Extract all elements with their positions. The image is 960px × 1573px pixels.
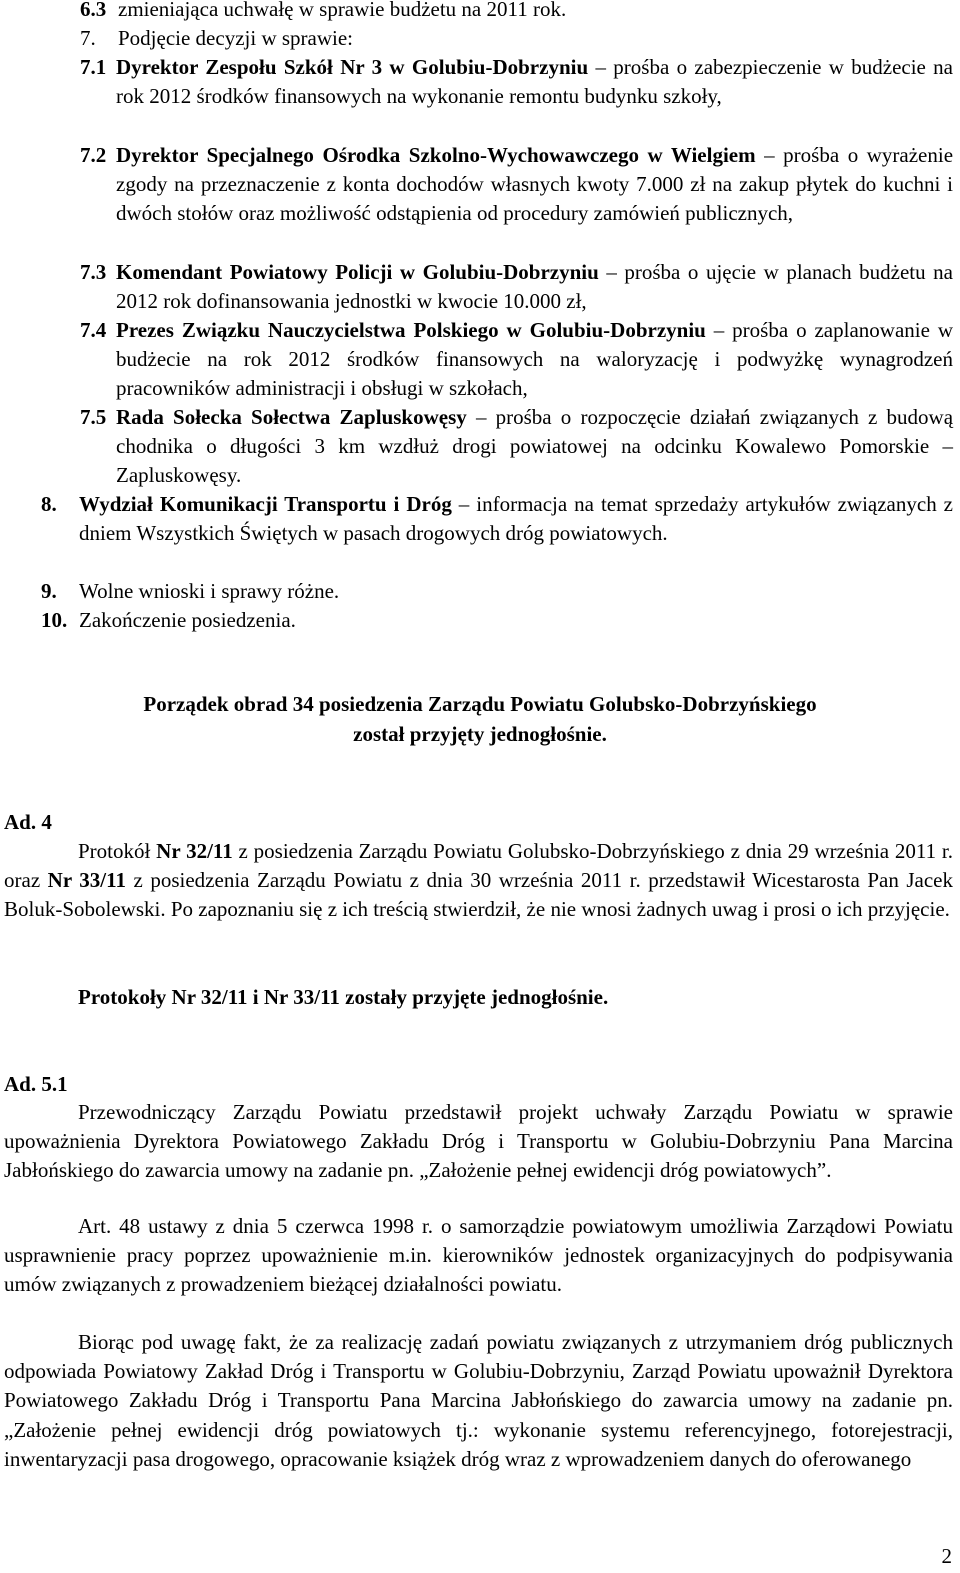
agenda-item-9 bbox=[41, 577, 953, 606]
agenda-item-7-1 bbox=[80, 53, 953, 111]
ad-4-result: Protokoły Nr 32/11 i Nr 33/11 zostały przyjęte jednogłośnie. bbox=[78, 985, 609, 1009]
agenda-item-7-3 bbox=[80, 258, 953, 316]
protocol-number: Nr 33/11 bbox=[47, 868, 126, 893]
item-number: 7. bbox=[80, 26, 96, 50]
agenda-accepted-line-1: Porządek obrad 34 posiedzenia Zarządu Powiatu Golubsko-Dobrzyńskiego bbox=[143, 692, 817, 716]
item-text: zmieniająca uchwałę w sprawie budżetu na 2011 rok. bbox=[118, 0, 567, 21]
protocol-number: Nr 32/11 bbox=[156, 839, 233, 863]
item-subject: Komendant Powiatowy Policji w Golubiu-Dobrzyniu bbox=[116, 260, 599, 284]
section-heading-ad-5-1: Ad. 5.1 bbox=[4, 1072, 68, 1096]
agenda-accepted-line-2: został przyjęty jednogłośnie. bbox=[353, 722, 607, 746]
item-number: 7.5 bbox=[80, 405, 107, 429]
item-number: 7.1 bbox=[80, 55, 107, 79]
item-text: Podjęcie decyzji w sprawie: bbox=[118, 26, 353, 50]
item-number: 10. bbox=[41, 608, 68, 632]
agenda-item-6-3 bbox=[80, 0, 952, 24]
text-run: z posiedzenia Zarządu Powiatu Golubsko-Dobrzyńskiego z dnia 29 września 2011 r. oraz bbox=[4, 839, 954, 893]
agenda-item-8 bbox=[41, 490, 953, 548]
agenda-item-7-4 bbox=[80, 316, 953, 404]
item-subject: Wydział Komunikacji Transportu i Dróg bbox=[79, 492, 452, 516]
page-number: 2 bbox=[941, 1544, 952, 1568]
item-text: – informacja na temat sprzedaży artykułów związanych z dniem Wszystkich Świętych w pasach drogowych dróg powiatowych. bbox=[79, 492, 953, 546]
item-number: 6.3 bbox=[80, 0, 107, 21]
item-number: 7.2 bbox=[80, 143, 107, 167]
agenda-item-7 bbox=[80, 24, 952, 53]
item-text: – prośba o rozpoczęcie działań związanych z budową chodnika o długości 3 km wzdłuż drogi powiatowej na odcinku Kowalewo Pomorskie – Zapluskowęsy. bbox=[116, 405, 954, 488]
agenda-item-10 bbox=[41, 606, 953, 635]
item-number: 9. bbox=[41, 579, 57, 603]
item-text: – prośba o wyrażenie zgody na przeznaczenie z konta dochodów własnych kwoty 7.000 zł na zakup płytek do kuchni i dwóch stołów oraz możliwość odstąpienia od procedury zamówień publicznych, bbox=[116, 143, 954, 226]
item-subject: Dyrektor Zespołu Szkół Nr 3 w Golubiu-Dobrzyniu bbox=[116, 55, 589, 79]
section-heading-ad-4: Ad. 4 bbox=[4, 810, 52, 834]
ad-5-1-paragraph-2: Art. 48 ustawy z dnia 5 czerwca 1998 r. o samorządzie powiatowym umożliwia Zarządowi Powiatu usprawnienie pracy poprzez upoważnienie m.in. kierowników jednostek organizacyjnych do podpisywania umów związanych z prowadzeniem bieżącej działalności powiatu. bbox=[4, 1214, 953, 1297]
ad-4-paragraph bbox=[4, 837, 953, 925]
ad-5-1-paragraph-3: Biorąc pod uwagę fakt, że za realizację zadań powiatu związanych z utrzymaniem dróg publicznych odpowiada Powiatowy Zakład Dróg i Transportu w Golubiu-Dobrzyniu, Zarząd Powiatu upoważnił Dyrektora Powiatowego Zakładu Dróg i Transportu Pana Marcina Jabłońskiego do zawarcia umowy na zadanie pn. „Założenie pełnej ewidencji dróg powiatowych tj.: wykonanie systemu referencyjnego, fotorejestracji, inwentaryzacji pasa drogowego, opracowanie książek dróg wraz z wprowadzeniem danych do oferowanego bbox=[4, 1330, 953, 1471]
item-subject: Dyrektor Specjalnego Ośrodka Szkolno-Wychowawczego w Wielgiem bbox=[116, 143, 756, 167]
text-run: z posiedzenia Zarządu Powiatu z dnia 30 września 2011 r. przedstawił Wicestarosta Pan Jacek Boluk-Sobolewski. Po zapoznaniu się z ich treścią stwierdził, że nie wnosi żadnych uwag i prosi o ich przyjęcie. bbox=[4, 868, 953, 922]
agenda-item-7-2 bbox=[80, 141, 953, 229]
item-text: Zakończenie posiedzenia. bbox=[79, 608, 296, 632]
item-subject: Prezes Związku Nauczycielstwa Polskiego w Golubiu-Dobrzyniu bbox=[116, 318, 706, 342]
item-text: Wolne wnioski i sprawy różne. bbox=[79, 579, 340, 603]
item-text: – prośba o ujęcie w planach budżetu na 2012 rok dofinansowania jednostki w kwocie 10.000 zł, bbox=[116, 260, 953, 314]
ad-5-1-paragraph-1: Przewodniczący Zarządu Powiatu przedstawił projekt uchwały Zarządu Powiatu w sprawie upoważnienia Dyrektora Powiatowego Zakładu Dróg i Transportu w Golubiu-Dobrzyniu Pana Marcina Jabłońskiego do zawarcia umowy na zadanie pn. „Założenie pełnej ewidencji dróg powiatowych”. bbox=[4, 1100, 953, 1183]
agenda-item-7-5 bbox=[80, 403, 953, 491]
item-number: 7.4 bbox=[80, 318, 107, 342]
item-text: – prośba o zaplanowanie w budżecie na rok 2012 środków finansowych na waloryzację i podwyżkę wynagrodzeń pracowników administracji i obsługi w szkołach, bbox=[116, 318, 954, 401]
item-number: 7.3 bbox=[80, 260, 107, 284]
item-subject: Rada Sołecka Sołectwa Zapluskowęsy bbox=[116, 405, 467, 429]
text-run: Protokół bbox=[78, 839, 157, 863]
item-text: – prośba o zabezpieczenie w budżecie na rok 2012 środków finansowych na wykonanie remontu budynku szkoły, bbox=[116, 55, 953, 109]
item-number: 8. bbox=[41, 492, 57, 516]
